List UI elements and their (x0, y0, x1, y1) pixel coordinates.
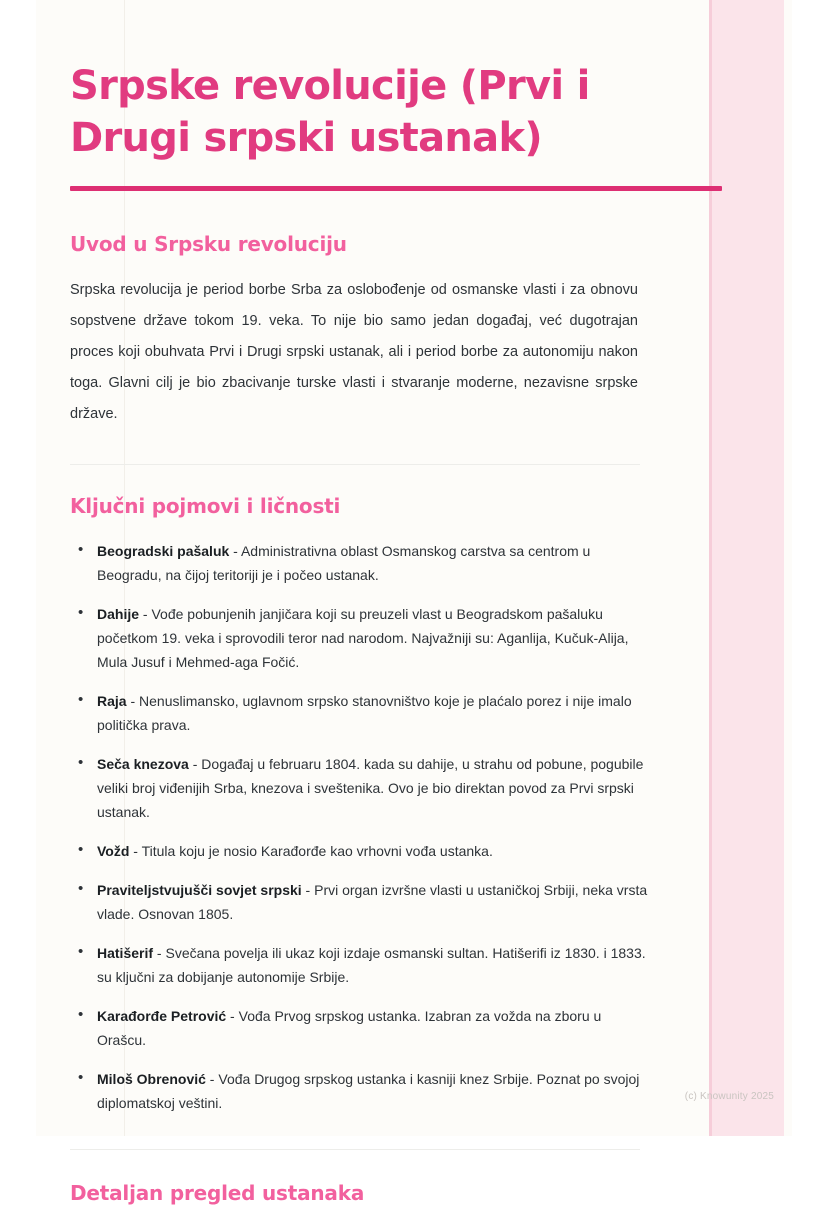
list-item (70, 539, 648, 587)
document-content (70, 0, 690, 1206)
term-separator: - (188, 756, 202, 772)
list-item (70, 1067, 648, 1115)
term-name: Dahije (97, 606, 140, 622)
term-name: Beogradski pašaluk (97, 543, 230, 559)
term-separator: - (126, 693, 140, 709)
title-underline-rule (70, 186, 722, 191)
list-item (70, 752, 648, 824)
term-separator: - (301, 882, 315, 898)
term-description: Događaj u februaru 1804. kada su dahije, u strahu od pobune, pogubile veliki broj viđenijih Srba, knezova i sveštenika. Ovo je bio direktan povod za Prvi srpski ustanak. (97, 756, 644, 820)
intro-paragraph: Srpska revolucija je period borbe Srba za oslobođenje od osmanske vlasti i za obnovu sopstvene države tokom 19. veka. To nije bio samo jedan događaj, već dugotrajan proces koji obuhvata Prvi i Drugi srpski ustanak, ali i period borbe za autonomiju nakon toga. Glavni cilj je bio zbacivanje turske vlasti i stvaranje moderne, nezavisne srpske države. (70, 282, 638, 422)
term-name: Seča knezova (97, 756, 189, 772)
term-separator: - (153, 945, 166, 961)
term-name: Miloš Obrenović (97, 1071, 206, 1087)
term-name: Karađorđe Petrović (97, 1008, 227, 1024)
term-description: Vođa Drugog srpskog ustanka i kasniji knez Srbije. Poznat po svojoj diplomatskoj veštini. (97, 1071, 640, 1111)
list-item (70, 689, 648, 737)
term-separator: - (229, 543, 241, 559)
term-description: Vođe pobunjenih janjičara koji su preuzeli vlast u Beogradskom pašaluku početkom 19. veka i sprovodili teror nad narodom. Najvažniji su: Aganlija, Kučuk-Alija, Mula Jusuf i Mehmed-aga Fočić. (97, 606, 629, 670)
term-description: Administrativna oblast Osmanskog carstva sa centrom u Beogradu, na čijoj teritoriji je i počeo ustanak. (97, 543, 591, 583)
term-description: Nenuslimansko, uglavnom srpsko stanovništvo koje je plaćalo porez i nije imalo politička prava. (97, 693, 632, 733)
list-item (70, 878, 648, 926)
section-heading-intro: Uvod u Srpsku revoluciju (70, 232, 347, 256)
list-item (70, 1004, 648, 1052)
list-item (70, 839, 648, 863)
key-terms-list (70, 539, 648, 1115)
page-title: Srpske revolucije (Prvi i Drugi srpski ustanak) (70, 63, 590, 161)
document-page (36, 0, 792, 1205)
term-separator: - (139, 606, 152, 622)
section-divider-2 (70, 1149, 640, 1150)
term-description: Svečana povelja ili ukaz koji izdaje osmanski sultan. Hatišerifi iz 1830. i 1833. su ključni za dobijanje autonomije Srbije. (97, 945, 646, 985)
term-description: Vođa Prvog srpskog ustanka. Izabran za vožda na zboru u Orašcu. (97, 1008, 602, 1048)
term-name: Hatišerif (97, 945, 154, 961)
term-separator: - (205, 1071, 219, 1087)
list-item (70, 941, 648, 989)
right-accent-band (709, 0, 784, 1136)
section-heading-terms: Ključni pojmovi i ličnosti (70, 494, 341, 518)
term-separator: - (226, 1008, 239, 1024)
section-heading-detail: Detaljan pregled ustanaka (70, 1181, 365, 1205)
footer-credit: (c) Knowunity 2025 (684, 1091, 774, 1102)
term-name: Vožd (97, 843, 130, 859)
list-item (70, 602, 648, 674)
term-name: Praviteljstvujušči sovjet srpski (97, 882, 302, 898)
term-name: Raja (97, 693, 127, 709)
term-description: Titula koju je nosio Karađorđe kao vrhovni vođa ustanka. (141, 843, 493, 859)
section-divider-1 (70, 464, 640, 465)
term-separator: - (129, 843, 142, 859)
term-description: Prvi organ izvršne vlasti u ustaničkoj Srbiji, neka vrsta vlade. Osnovan 1805. (97, 882, 648, 922)
